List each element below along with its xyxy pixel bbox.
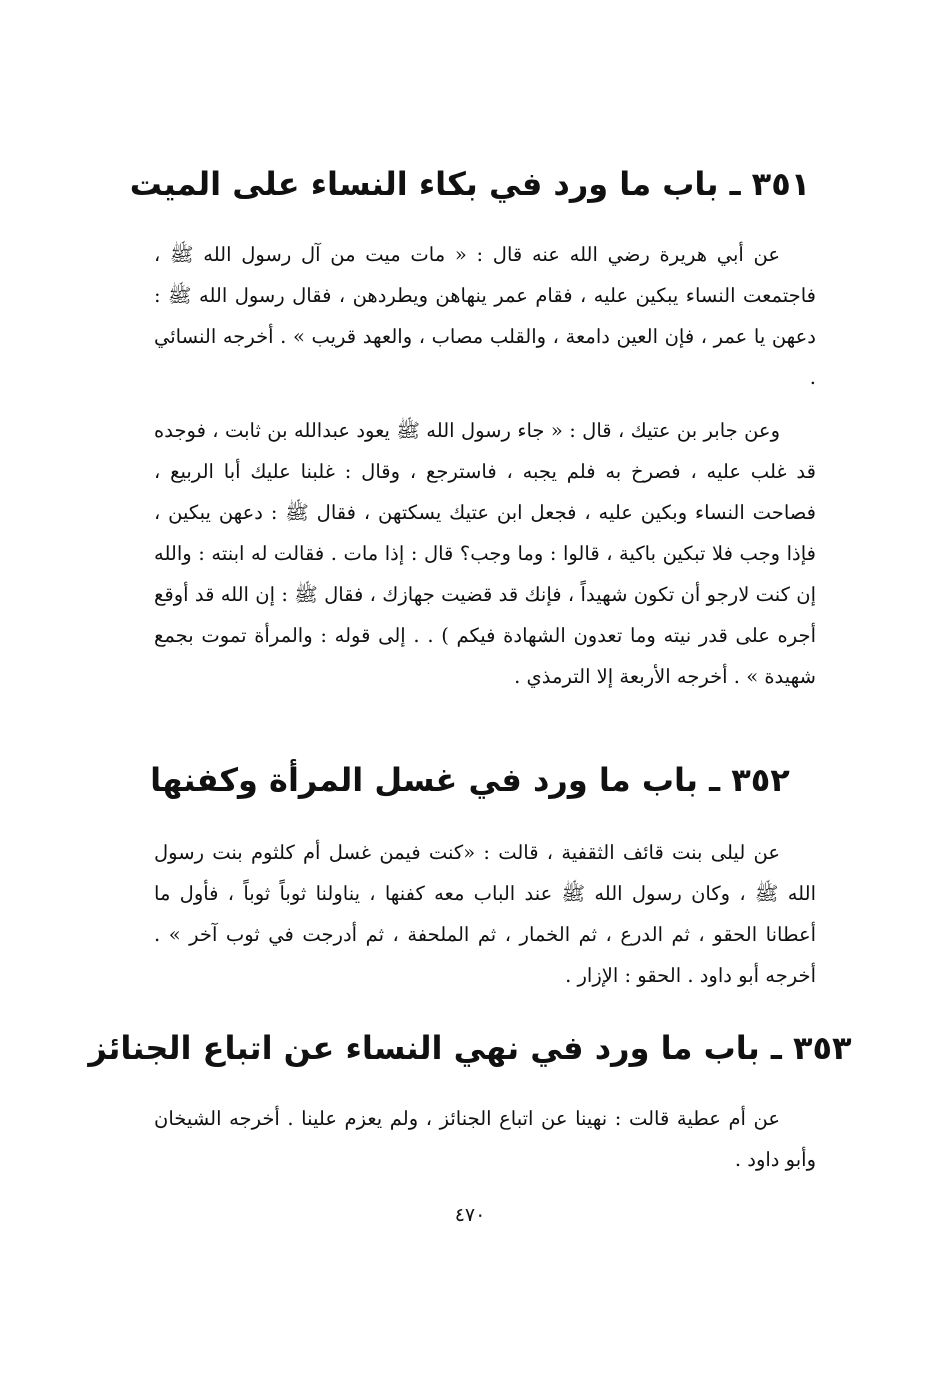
- paragraph-umm-atiyya: عن أم عطية قالت : نهينا عن اتباع الجنائز ، ولم يعزم علينا . أخرجه الشيخان وأبو داود .: [154, 1107, 816, 1171]
- paragraph-abu-hurayra: عن أبي هريرة رضي الله عنه قال : « مات ميت من آل رسول الله ﷺ ، فاجتمعت النساء يبكين عليه ، فقام عمر ينهاهن ويطردهن ، فقال رسول الله ﷺ : دعهن يا عمر ، فإن العين دامعة ، والقلب مصاب ، والعهد قريب » . أخرجه النسائي .: [154, 243, 816, 389]
- paragraph-jabir-ibn-atik: وعن جابر بن عتيك ، قال : « جاء رسول الله ﷺ يعود عبدالله بن ثابت ، فوجده قد غلب عليه ، فصرخ به فلم يجبه ، فاسترجع ، وقال : غلبنا عليك أبا الربيع ، فصاحت النساء وبكين عليه ، فجعل ابن عتيك يسكتهن ، فقال ﷺ : دعهن يبكين ، فإذا وجب فلا تبكين باكية ، قالوا : وما وجب؟ قال : إذا مات . فقالت له ابنته : والله إن كنت لارجو أن تكون شهيداً ، فإنك قد قضيت جهازك ، فقال ﷺ : إن الله قد أوقع أجره على قدر نيته وما تعدون الشهادة فيكم ) . . إلى قوله : والمرأة تموت بجمع شهيدة » . أخرجه الأربعة إلا الترمذي .: [154, 419, 816, 688]
- chapter-heading-353: ٣٥٣ ـ باب ما ورد في نهي النساء عن اتباع الجنائز: [88, 1029, 852, 1067]
- chapter-heading-351: ٣٥١ ـ باب ما ورد في بكاء النساء على الميت: [129, 165, 811, 203]
- chapter-heading-352: ٣٥٢ ـ باب ما ورد في غسل المرأة وكفنها: [150, 761, 790, 799]
- page-number: ٤٧٠: [454, 1204, 486, 1226]
- paragraph-layla-bint-qaif: عن ليلى بنت قائف الثقفية ، قالت : «كنت فيمن غسل أم كلثوم بنت رسول الله ﷺ ، وكان رسول الله ﷺ عند الباب معه كفنها ، يناولنا ثوباً ثوباً ، فأول ما أعطانا الحقو ، ثم الدرع ، ثم الخمار ، ثم الملحفة ، ثم أدرجت في ثوب آخر » . أخرجه أبو داود . الحقو : الإزار .: [154, 841, 816, 987]
